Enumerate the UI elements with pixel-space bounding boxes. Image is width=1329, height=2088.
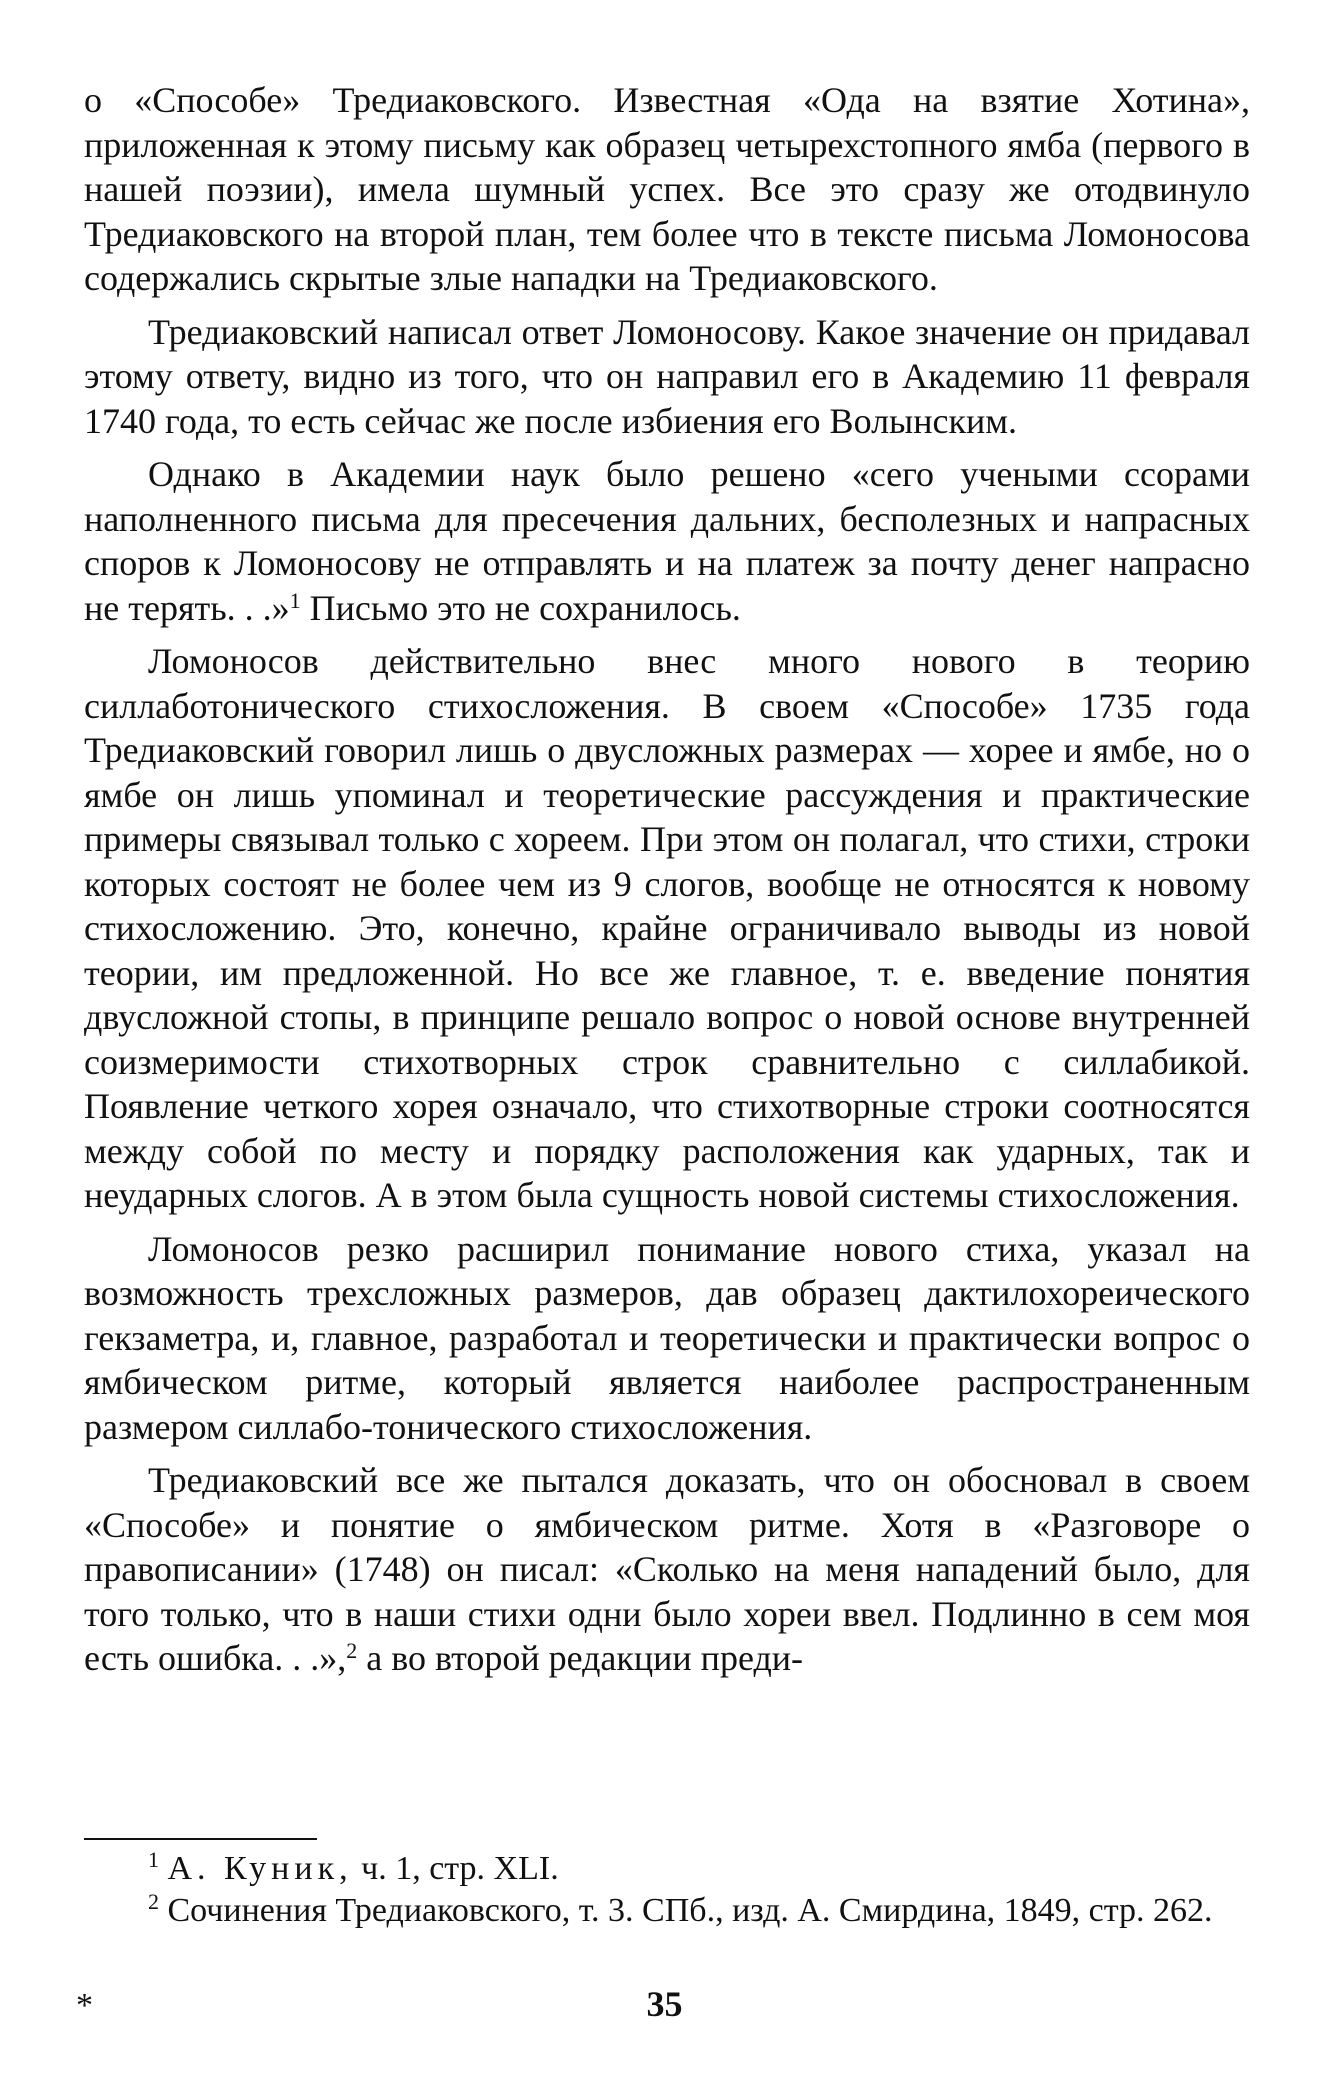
signature-mark: *: [76, 1987, 93, 2024]
footnote-1-author: А. Куник,: [167, 1850, 353, 1887]
page-body: [84, 78, 1250, 1681]
paragraph-2: Тредиаковский написал ответ Ломоносову. Какое значение он придавал этому ответу, видно из того, что он направил его в Академию 11 февраля 1740 года, то есть сейчас же после избиения его Волынским.: [84, 311, 1250, 441]
footnote-2: [84, 1890, 1250, 1932]
paragraph-4: Ломоносов действительно внес много нового в теорию силлаботонического стихосложения. В своем «Способе» 1735 года Тредиаковский говорил лишь о двусложных размерах — хорее и ямбе, но о ямбе он лишь упоминал и теоретические рассуждения и практические примеры связывал только с хореем. При этом он полагал, что стихи, строки которых состоят не более чем из 9 слогов, вообще не относятся к новому стихосложению. Это, конечно, крайне ограничивало выводы из новой теории, им предложенной. Но все же главное, т. е. введение понятия двусложной стопы, в принципе решало вопрос о новой основе внутренней соизмеримости стихотворных строк сравнительно с силлабикой. Появление четкого хорея означало, что стихотворные строки соотносятся между собой по месту и порядку расположения как ударных, так и неударных слогов. А в этом была сущность новой системы стихосложения.: [84, 641, 1250, 1215]
footnote-ref-2: 2: [346, 1638, 358, 1663]
footnote-divider: [84, 1838, 317, 1840]
page-number: 35: [646, 1984, 683, 2024]
footnote-2-text: Сочинения Тредиаковского, т. 3. СПб., изд. А. Смирдина, 1849, стр. 262.: [167, 1892, 1213, 1929]
footnote-2-mark: 2: [148, 1889, 159, 1914]
paragraph-6-text: Тредиаковский все же пытался доказать, что он обосновал в своем «Способе» и понятие о ямбическом ритме. Хотя в «Разговоре о правописании» (1748) он писал: «Сколько на меня нападений было, для того только, что в наши стихи одни было хореи ввел. Подлинно в сем моя есть ошибка. . .»,: [84, 1460, 1250, 1678]
footnote-1-text: ч. 1, стр. XLI.: [361, 1850, 559, 1887]
paragraph-3-tail: Письмо это не сохранилось.: [309, 587, 741, 628]
footnote-ref-1: 1: [289, 587, 301, 613]
paragraph-3: [84, 452, 1250, 630]
paragraph-3-text: Однако в Академии наук было решено «сего учеными ссорами наполненного письма для пресечения дальних, бесполезных и напрасных споров к Ломоносову не отправлять и на платеж за почту денег напрасно не терять. . .»: [84, 454, 1250, 628]
footnotes: [84, 1848, 1250, 1932]
paragraph-1: о «Способе» Тредиаковского. Известная «Ода на взятие Хотина», приложенная к этому письму как образец четырехстопного ямба (первого в нашей поэзии), имела шумный успех. Все это сразу же отодвинуло Тредиаковского на второй план, тем более что в тексте письма Ломоносова содержались скрытые злые нападки на Тредиаковского.: [84, 80, 1250, 298]
paragraph-6: [84, 1458, 1250, 1681]
paragraph-6-tail: а во второй редакции преди-: [366, 1638, 804, 1678]
footnote-1: [84, 1848, 1250, 1890]
paragraph-5: Ломоносов резко расширил понимание нового стиха, указал на возможность трехсложных размеров, дав образец дактилохореического гекзаметра, и, главное, разработал и теоретически и практически вопрос о ямбическом ритме, который является наиболее распространенным размером силлабо-тонического стихосложения.: [84, 1228, 1250, 1447]
footnote-1-mark: 1: [148, 1847, 159, 1872]
